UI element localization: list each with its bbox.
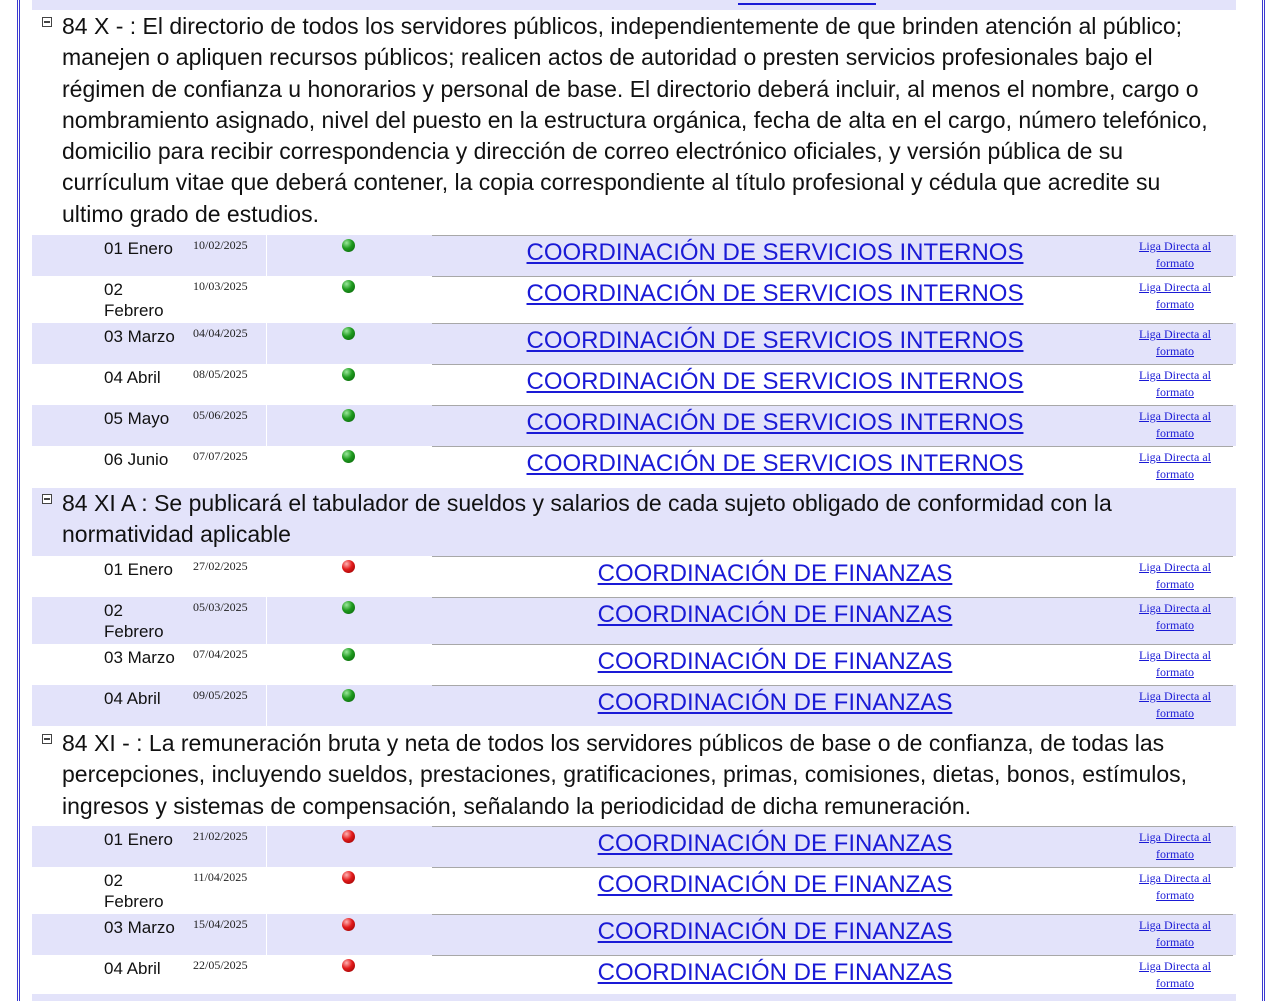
- responsible-unit-link[interactable]: COORDINACIÓN DE SERVICIOS INTERNOS: [526, 450, 1024, 477]
- section-title: 84 XI - : La remuneración bruta y neta de todos los servidores públicos de base o de confianza, de todas las percepciones, incluyendo sueldos, prestaciones, gratificaciones, primas, comisiones, dietas, bonos, estímulos, ingresos y sistemas de compensación, señalando la periodicidad de dicha remuneración.: [62, 730, 1188, 819]
- table-row: [32, 364, 1236, 405]
- responsible-unit-link[interactable]: COORDINACIÓN DE FINANZAS: [597, 560, 953, 587]
- responsible-unit-link[interactable]: COORDINACIÓN DE FINANZAS: [597, 871, 953, 898]
- direct-format-link[interactable]: Liga Directa al formato: [1139, 560, 1211, 591]
- responsible-unit-link[interactable]: COORDINACIÓN DE SERVICIOS INTERNOS: [526, 239, 1024, 266]
- table-row: [32, 276, 1236, 323]
- period-label: 03 Marzo: [104, 648, 175, 667]
- update-date: 21/02/2025: [193, 829, 248, 843]
- table-row: [32, 914, 1236, 955]
- responsible-unit-link[interactable]: COORDINACIÓN DE FINANZAS: [597, 648, 953, 675]
- next-row-strip: [32, 994, 1236, 1001]
- status-green-icon: [342, 327, 355, 340]
- table-row: [32, 556, 1236, 597]
- responsible-unit-link[interactable]: COORDINACIÓN DE SERVICIOS INTERNOS: [526, 280, 1024, 307]
- section-header: [32, 488, 1236, 556]
- direct-format-link[interactable]: Liga Directa al formato: [1139, 450, 1211, 481]
- direct-format-link[interactable]: Liga Directa al formato: [1139, 918, 1211, 949]
- obligation-section-84-xi: [32, 728, 1236, 996]
- update-date: 10/03/2025: [193, 279, 248, 293]
- table-row: [32, 597, 1236, 644]
- direct-format-link[interactable]: Liga Directa al formato: [1139, 689, 1211, 720]
- table-row: [32, 323, 1236, 364]
- direct-format-link[interactable]: Liga Directa al formato: [1139, 368, 1211, 399]
- responsible-unit-link[interactable]: COORDINACIÓN DE FINANZAS: [597, 959, 953, 986]
- period-label: 06 Junio: [104, 450, 169, 469]
- report-rows: [32, 826, 1236, 996]
- previous-link-underline: [738, 3, 876, 5]
- period-label: 01 Enero: [104, 560, 173, 579]
- table-row: [32, 867, 1236, 914]
- update-date: 07/04/2025: [193, 647, 248, 661]
- table-row: [32, 955, 1236, 996]
- responsible-unit-link[interactable]: COORDINACIÓN DE FINANZAS: [597, 918, 953, 945]
- responsible-unit-link[interactable]: COORDINACIÓN DE SERVICIOS INTERNOS: [526, 327, 1024, 354]
- status-green-icon: [342, 689, 355, 702]
- collapse-toggle-icon[interactable]: [42, 494, 52, 504]
- collapse-toggle-icon[interactable]: [42, 17, 52, 27]
- direct-format-link[interactable]: Liga Directa al formato: [1139, 327, 1211, 358]
- report-rows: [32, 556, 1236, 726]
- status-red-icon: [342, 560, 355, 573]
- period-label: 02 Febrero: [104, 280, 164, 320]
- direct-format-link[interactable]: Liga Directa al formato: [1139, 239, 1211, 270]
- report-rows: [32, 235, 1236, 487]
- update-date: 05/06/2025: [193, 408, 248, 422]
- period-label: 05 Mayo: [104, 409, 170, 428]
- direct-format-link[interactable]: Liga Directa al formato: [1139, 601, 1211, 632]
- responsible-unit-link[interactable]: COORDINACIÓN DE SERVICIOS INTERNOS: [526, 368, 1024, 395]
- table-row: [32, 235, 1236, 276]
- status-red-icon: [342, 959, 355, 972]
- update-date: 05/03/2025: [193, 600, 248, 614]
- section-title: 84 X - : El directorio de todos los servidores públicos, independientemente de que brinden atención al público; manejen o apliquen recursos públicos; realicen actos de autoridad o presten servicios profesionales bajo el régimen de confianza u honorarios y personal de base. El directorio deberá incluir, al menos el nombre, cargo o nombramiento asignado, nivel del puesto en la estructura orgánica, fecha de alta en el cargo, número telefónico, domicilio para recibir correspondencia y dirección de correo electrónico oficiales, y versión pública de su currículum vitae que deberá contener, la copia correspondiente al título profesional y cédula que acredite su ultimo grado de estudios.: [62, 13, 1208, 227]
- period-label: 02 Febrero: [104, 601, 164, 641]
- direct-format-link[interactable]: Liga Directa al formato: [1139, 409, 1211, 440]
- responsible-unit-link[interactable]: COORDINACIÓN DE FINANZAS: [597, 689, 953, 716]
- period-label: 02 Febrero: [104, 871, 164, 911]
- period-label: 04 Abril: [104, 689, 161, 708]
- section-header: [32, 728, 1236, 826]
- update-date: 08/05/2025: [193, 367, 248, 381]
- period-label: 01 Enero: [104, 830, 173, 849]
- responsible-unit-link[interactable]: COORDINACIÓN DE FINANZAS: [597, 830, 953, 857]
- section-title: 84 XI A : Se publicará el tabulador de sueldos y salarios de cada sujeto obligado de conformidad con la normatividad aplicable: [62, 490, 1112, 548]
- section-header: [32, 11, 1236, 235]
- obligation-section-84-xi-a: [32, 488, 1236, 726]
- period-label: 01 Enero: [104, 239, 173, 258]
- responsible-unit-link[interactable]: COORDINACIÓN DE SERVICIOS INTERNOS: [526, 409, 1024, 436]
- page-frame-right: [1262, 0, 1265, 1001]
- status-green-icon: [342, 368, 355, 381]
- status-red-icon: [342, 871, 355, 884]
- direct-format-link[interactable]: Liga Directa al formato: [1139, 871, 1211, 902]
- direct-format-link[interactable]: Liga Directa al formato: [1139, 830, 1211, 861]
- status-green-icon: [342, 409, 355, 422]
- period-label: 04 Abril: [104, 368, 161, 387]
- period-label: 03 Marzo: [104, 918, 175, 937]
- collapse-toggle-icon[interactable]: [42, 734, 52, 744]
- page-frame-left: [17, 0, 20, 1001]
- table-row: [32, 446, 1236, 487]
- status-green-icon: [342, 648, 355, 661]
- update-date: 09/05/2025: [193, 688, 248, 702]
- status-green-icon: [342, 280, 355, 293]
- status-red-icon: [342, 830, 355, 843]
- direct-format-link[interactable]: Liga Directa al formato: [1139, 959, 1211, 990]
- responsible-unit-link[interactable]: COORDINACIÓN DE FINANZAS: [597, 601, 953, 628]
- table-row: [32, 644, 1236, 685]
- direct-format-link[interactable]: Liga Directa al formato: [1139, 280, 1211, 311]
- status-red-icon: [342, 918, 355, 931]
- period-label: 04 Abril: [104, 959, 161, 978]
- table-row: [32, 826, 1236, 867]
- update-date: 11/04/2025: [193, 870, 248, 884]
- update-date: 22/05/2025: [193, 958, 248, 972]
- update-date: 27/02/2025: [193, 559, 248, 573]
- update-date: 07/07/2025: [193, 449, 248, 463]
- status-green-icon: [342, 601, 355, 614]
- update-date: 04/04/2025: [193, 326, 248, 340]
- period-label: 03 Marzo: [104, 327, 175, 346]
- status-green-icon: [342, 450, 355, 463]
- update-date: 10/02/2025: [193, 238, 248, 252]
- direct-format-link[interactable]: Liga Directa al formato: [1139, 648, 1211, 679]
- previous-row-strip: [32, 0, 1236, 10]
- table-row: [32, 405, 1236, 446]
- table-row: [32, 685, 1236, 726]
- obligation-section-84-x: [32, 11, 1236, 487]
- update-date: 15/04/2025: [193, 917, 248, 931]
- status-green-icon: [342, 239, 355, 252]
